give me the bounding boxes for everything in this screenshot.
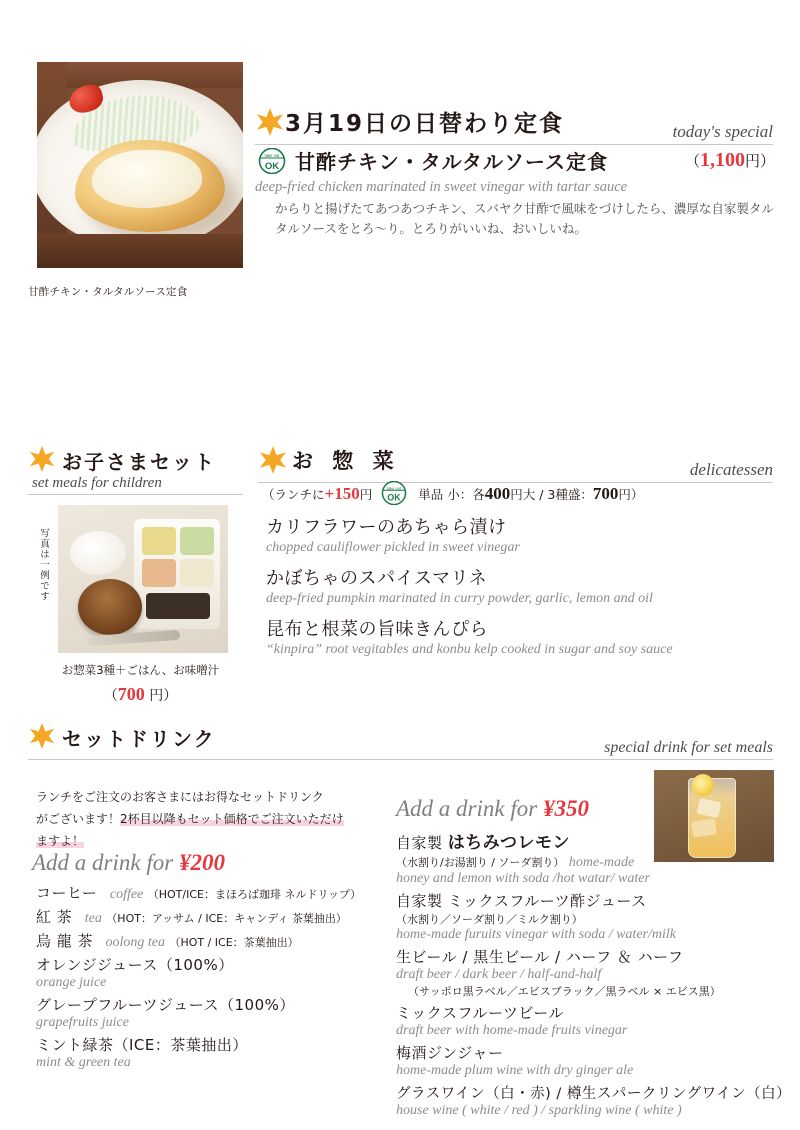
set-drink-divider — [28, 759, 773, 760]
add-drink-200-price: ¥200 — [178, 850, 225, 875]
deli-item-list — [266, 505, 776, 658]
side-dish-4 — [180, 559, 214, 587]
deli-item — [266, 513, 776, 556]
drink-note: （水割り／ソーダ割り／ミルク割り） — [396, 913, 583, 926]
take-out-ok-icon — [378, 481, 412, 507]
drink-name-jp: 梅酒ジンジャー — [396, 1044, 504, 1062]
drink-item — [36, 906, 386, 927]
add-drink-350-heading — [396, 796, 589, 822]
kids-header — [28, 445, 243, 495]
kids-price — [28, 684, 253, 705]
special-item-desc-en: deep-fried chicken marinated in sweet vinegar with tartar sauce — [255, 179, 628, 195]
drink-note: （HOT / ICE：茶葉抽出） — [169, 936, 299, 949]
drink-name-jp: はちみつレモン — [447, 833, 570, 853]
drink-name-en: draft beer with home-made fruits vinegar — [396, 1023, 628, 1038]
set-drink-title: セットドリンク — [62, 726, 216, 751]
drink-note: （HOT/ICE：まほろば珈琲 ネルドリップ） — [147, 888, 362, 901]
deli-item-desc: chopped cauliflower pickled in sweet vinegar — [266, 540, 520, 555]
drink-item — [36, 930, 386, 951]
side-dish-1 — [142, 527, 176, 555]
drink-name-jp: 生ビール / 黒生ビール / ハーフ ＆ ハーフ — [396, 948, 684, 966]
drink-name-en: oolong tea — [105, 935, 165, 950]
star-icon — [28, 722, 58, 752]
drink-item — [396, 890, 786, 943]
special-dish-photo — [37, 62, 243, 268]
drink-name-en: home-made plum wine with dry ginger ale — [396, 1063, 634, 1078]
kids-caption: お惣菜3種＋ごはん、お味噌汁 — [61, 663, 220, 677]
deli-item-name: かぼちゃのスパイスマリネ — [266, 568, 488, 589]
drink-name-jp: 自家製 ミックスフルーツ酢ジュース — [396, 892, 647, 910]
deli-item — [266, 564, 776, 607]
drink-note: （水割り/お湯割り / ソーダ割り） — [396, 856, 565, 869]
drink-name-en: coffee — [109, 887, 144, 902]
deli-subline — [262, 481, 782, 507]
deli-sub-700: 700 — [592, 484, 619, 503]
drink-note-after: （サッポロ黒ラベル／エビスブラック／黒ラベル × エビス黒） — [408, 985, 721, 998]
drink-list-200 — [36, 882, 386, 1074]
price-number: 1,100 — [699, 149, 745, 171]
svg-text:OK: OK — [387, 492, 401, 503]
drink-item — [396, 1002, 786, 1039]
tartar-sauce-shape — [92, 150, 202, 208]
special-title: 3月19日の日替わり定食 — [285, 111, 565, 137]
drink-item — [36, 1034, 386, 1071]
miso-soup-shape — [78, 579, 142, 635]
deli-sub-yen2: 円 — [510, 487, 523, 502]
deli-sub-yen: 円 — [359, 487, 373, 502]
drink-name-en: mint & green tea — [36, 1055, 131, 1070]
special-title-en: today's special — [672, 121, 773, 141]
svg-text:take out: take out — [387, 485, 402, 491]
special-item — [255, 146, 775, 239]
kids-photo-note: 写真は一例です — [38, 528, 49, 602]
drink-name-en: grapefruits juice — [36, 1015, 129, 1030]
drink-item — [396, 1082, 792, 1119]
kids-price-open: （ — [103, 688, 118, 704]
deli-sub-plus: +150 — [324, 484, 360, 503]
drink-item — [396, 1042, 786, 1079]
kids-title-en: set meals for children — [32, 475, 162, 491]
special-item-desc-jp: からりと揚げたてあつあつチキン、スバヤク甘酢で風味をづけしたら、濃厚な自家製タルタルソースをとろ～り。とろりがいいね、おいしいね。 — [275, 201, 774, 236]
special-item-price — [685, 149, 775, 172]
add-drink-350-label: Add a drink for — [396, 796, 543, 821]
deli-item-desc: deep-fried pumpkin marinated in curry powder, garlic, lemon and oil — [266, 591, 653, 606]
special-photo-caption: 甘酢チキン・タルタルソース定食 — [28, 286, 188, 298]
special-header — [255, 105, 773, 145]
star-icon — [258, 445, 288, 475]
price-suffix: 円） — [744, 152, 775, 170]
photo-bg-bottom — [37, 234, 243, 268]
drink-item — [36, 882, 386, 903]
side-dish-3 — [142, 559, 176, 587]
deli-item-name: 昆布と根菜の旨味きんぴら — [266, 619, 488, 640]
deli-title-en: delicatessen — [689, 460, 773, 479]
add-drink-200-heading — [32, 850, 225, 876]
drink-item — [396, 946, 786, 999]
note-highlight-1: 2杯目以降もセット価格でご注文いただけ — [120, 812, 344, 827]
add-drink-200-label: Add a drink for — [32, 850, 179, 875]
drink-name-jp: ミント緑茶（ICE：茶葉抽出） — [36, 1036, 248, 1054]
drink-note: （HOT：アッサム / ICE：キャンディ 茶葉抽出） — [106, 912, 347, 925]
deli-sub-prefix: （ランチに — [262, 487, 325, 502]
price-open-paren: （ — [684, 152, 700, 170]
kids-title: お子さまセット — [62, 449, 216, 474]
drink-name-prefix: 自家製 — [396, 834, 448, 852]
svg-text:OK: OK — [264, 160, 280, 172]
deli-title: お 惣 菜 — [292, 449, 400, 473]
drink-name-en: home-made furuits vinegar with soda / water/milk — [396, 927, 676, 942]
note-line-1: ランチをご注文のお客さまにはお得なセットドリンク — [36, 790, 324, 804]
set-drink-note — [36, 786, 381, 853]
star-icon — [28, 445, 58, 475]
note-highlight-2: ますよ！ — [36, 834, 85, 849]
drink-item — [36, 994, 386, 1031]
kids-set-photo — [58, 505, 228, 653]
drink-item — [36, 954, 386, 991]
deli-item-name: カリフラワーのあちゃら漬け — [266, 517, 507, 538]
deli-sub-mid: 単品 小：各 — [418, 487, 485, 502]
drink-name-jp: グレープフルーツジュース（100%） — [36, 996, 295, 1014]
side-dish-2 — [180, 527, 214, 555]
drink-name-jp: ミックスフルーツビール — [396, 1004, 564, 1022]
kids-divider — [28, 494, 243, 495]
lemon-slice-shape — [692, 774, 714, 796]
set-drink-title-en: special drink for set meals — [604, 739, 773, 756]
kids-price-close: 円） — [144, 688, 178, 704]
star-icon — [255, 107, 285, 137]
drink-name-jp: 紅 茶 — [36, 908, 73, 926]
svg-text:take out: take out — [264, 152, 280, 158]
deli-sub-close: 円） — [618, 487, 644, 502]
kids-price-number: 700 — [117, 684, 145, 704]
drink-note-tail: home-made — [568, 855, 635, 870]
drink-photo — [654, 770, 774, 862]
drink-name-jp: コーヒー — [36, 884, 98, 902]
drink-name-en: house wine ( white / red ) / sparkling wine ( white ) — [396, 1103, 682, 1118]
drink-name-jp: 烏 龍 茶 — [36, 932, 94, 950]
drink-list-350 — [396, 828, 792, 1122]
deli-item-desc: “kinpira” root vegitables and konbu kelp cooked in sugar and soy sauce — [266, 642, 673, 657]
drink-name-jp: グラスワイン（白・赤) / 樽生スパークリングワイン（白） — [396, 1086, 792, 1102]
drink-name-en: orange juice — [36, 975, 107, 990]
drink-name-en: honey and lemon with soda /hot watar/ water — [396, 871, 650, 886]
set-drink-header — [28, 722, 773, 760]
special-item-name: 甘酢チキン・タルタルソース定食 — [295, 150, 608, 174]
drink-name-jp: オレンジジュース（100%） — [36, 956, 234, 974]
deli-item — [266, 615, 776, 658]
side-dish-5 — [146, 593, 210, 619]
special-divider — [255, 144, 773, 145]
take-out-ok-icon — [255, 148, 289, 174]
rice-bowl-shape — [70, 531, 126, 575]
note-line-2: がございます！ — [36, 812, 121, 827]
deli-sub-large: 大 / 3種盛： — [522, 487, 593, 502]
deli-header — [258, 445, 773, 483]
drink-name-en: tea — [84, 911, 102, 926]
drink-name-en: draft beer / dark beer / half-and-half — [396, 967, 602, 982]
deli-sub-400: 400 — [484, 484, 511, 503]
add-drink-350-price: ¥350 — [542, 796, 589, 821]
